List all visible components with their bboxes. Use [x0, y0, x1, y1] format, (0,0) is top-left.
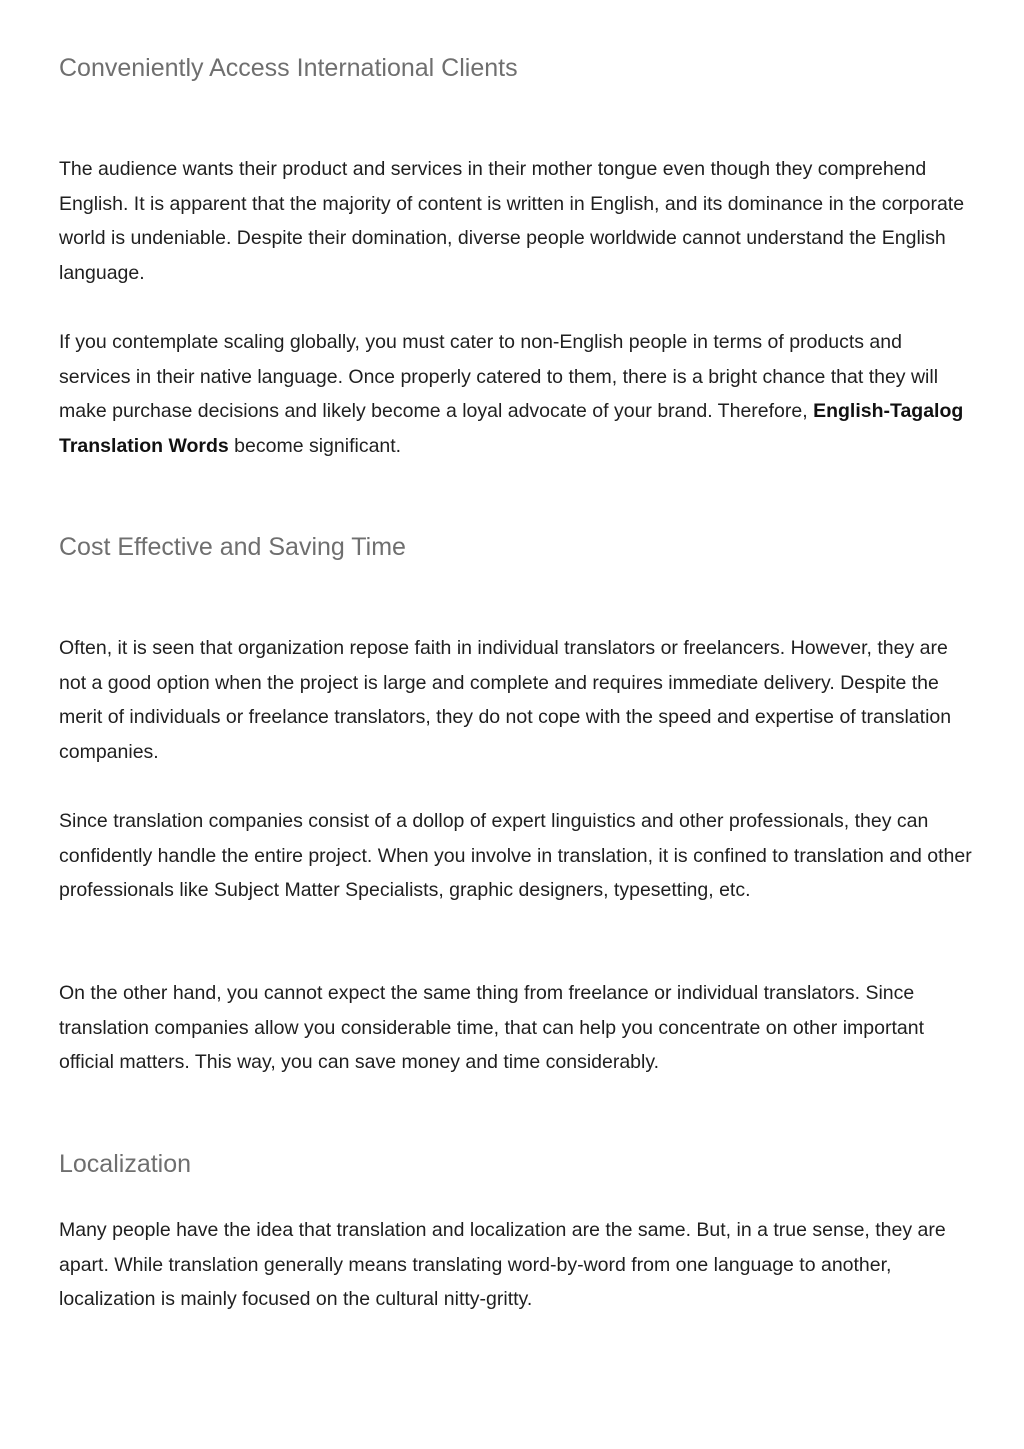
paragraph-freelancers: Often, it is seen that organization repose faith in individual translators or freelancers. However, they are not a good option when the project is large and complete and requires immediate delivery. Despite the merit of individuals or freelance translators, they do not cope with the speed and expertise of translation companies. [59, 637, 952, 763]
paragraph-audience: The audience wants their product and services in their mother tongue even though they comprehend English. It is apparent that the majority of content is written in English, and its dominance in the corporate world is undeniable. Despite their domination, diverse people worldwide cannot understand the English language. [59, 158, 965, 284]
paragraph-text: If you contemplate scaling globally, you must cater to non-English people in terms of products and services in their native language. Once properly catered to them, there is a bright chance that they will make purchase decisions and likely become a loyal advocate of your brand. Therefore, [59, 331, 939, 423]
paragraph-translation-companies: Since translation companies consist of a dollop of expert linguistics and other professionals, they can confidently handle the entire project. When you involve in translation, it is confined to translation and other professionals like Subject Matter Specialists, graphic designers, typesetting, etc. [59, 810, 972, 902]
paragraph-text: become significant. [228, 434, 402, 457]
section-heading-cost-effective: Cost Effective and Saving Time [59, 533, 406, 561]
paragraph-localization: Many people have the idea that translation and localization are the same. But, in a true sense, they are apart. While translation generally means translating word-by-word from one language to another, localization is mainly focused on the cultural nitty-gritty. [59, 1219, 946, 1311]
paragraph-other-hand: On the other hand, you cannot expect the same thing from freelance or individual translators. Since translation companies allow you considerable time, that can help you concentrate on other important official matters. This way, you can save money and time considerably. [59, 982, 924, 1074]
bold-keyword: English-Tagalog Translation Words [59, 400, 964, 457]
section-heading-localization: Localization [59, 1150, 192, 1178]
paragraph-scaling-globally [59, 325, 974, 463]
section-heading-international-clients: Conveniently Access International Clients [59, 54, 518, 82]
